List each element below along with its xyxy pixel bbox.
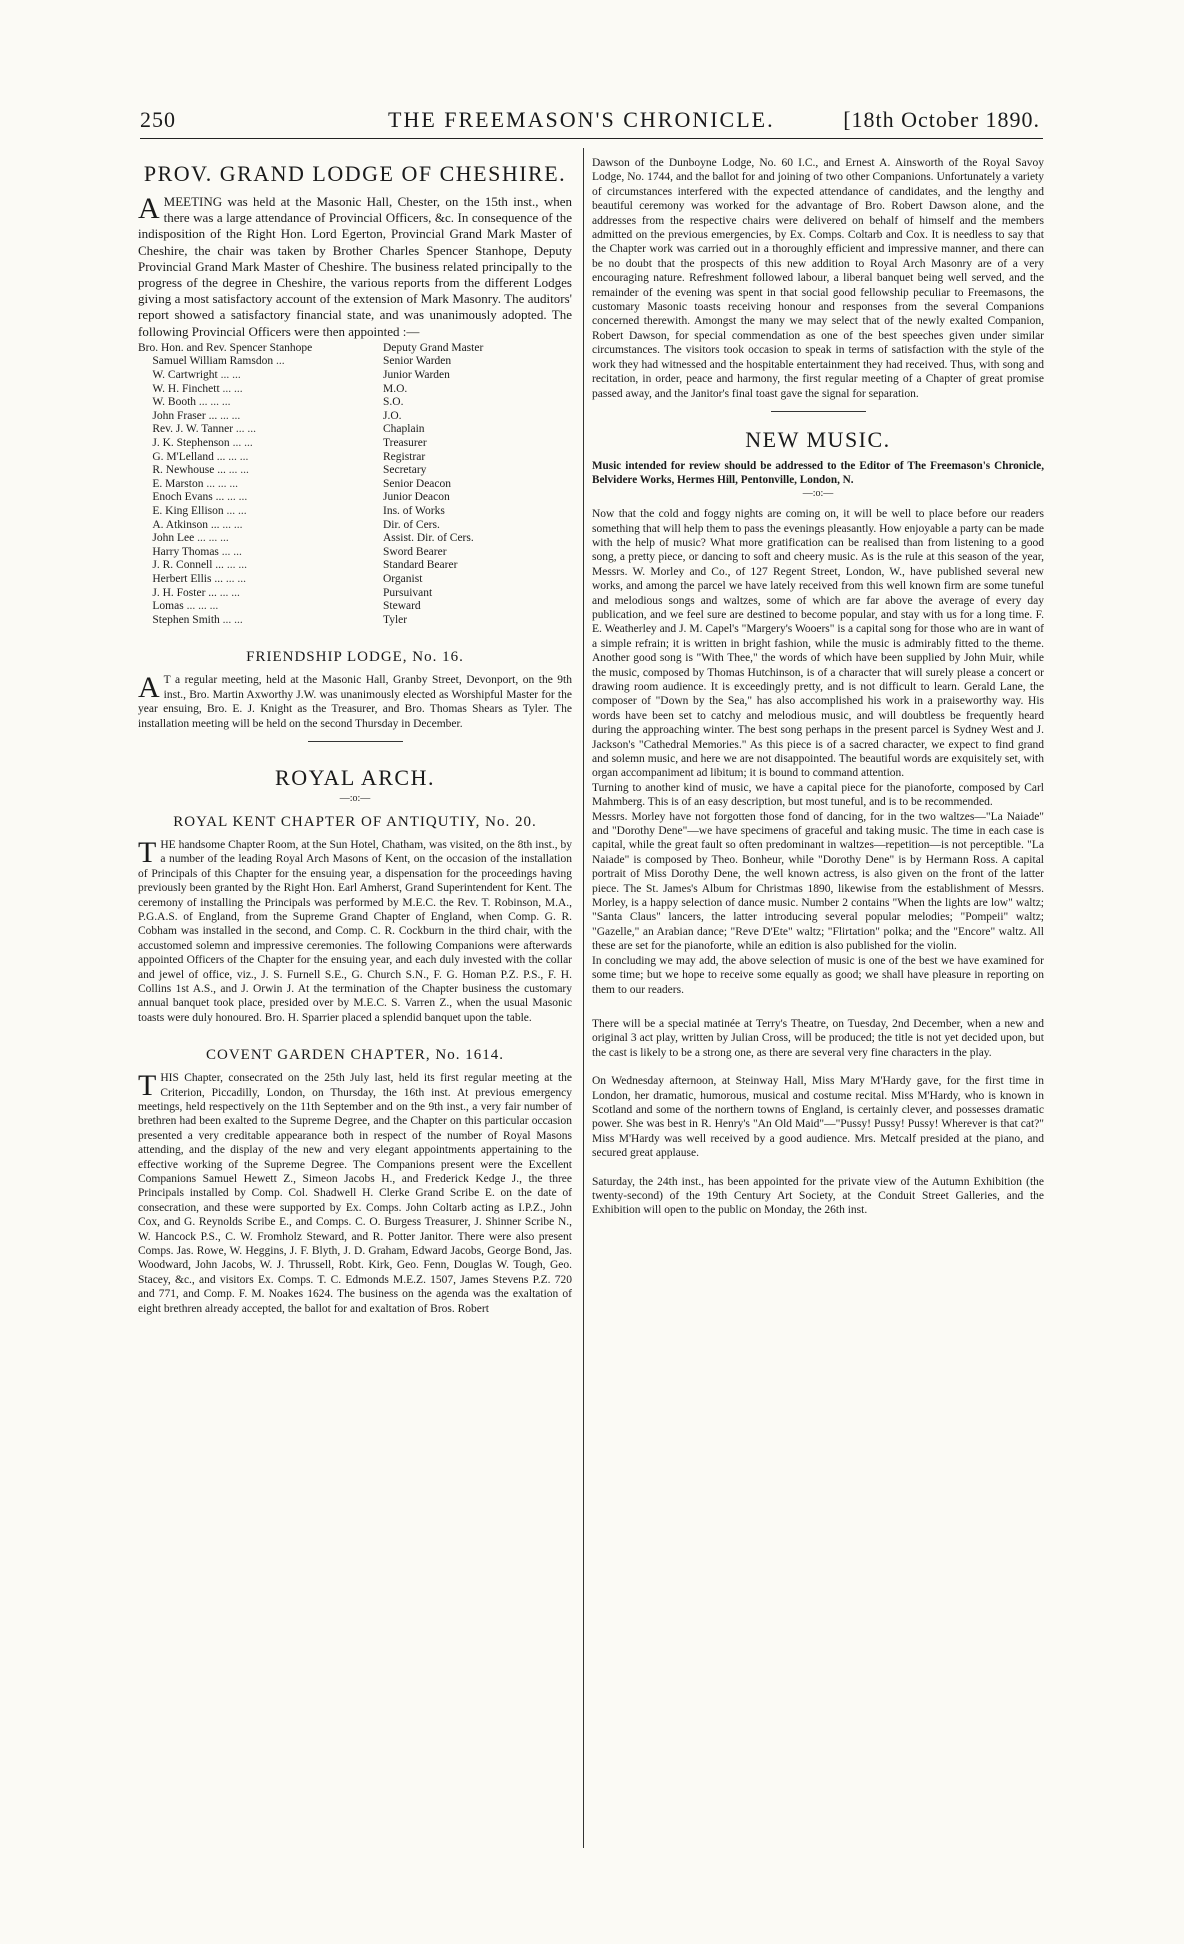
officer-dots: ... ... <box>219 586 240 599</box>
officer-name: Stephen Smith <box>152 613 220 626</box>
friendship-body <box>138 673 572 731</box>
royal-kent-drop-cap: T <box>138 835 157 869</box>
cheshire-text: MEETING was held at the Masonic Hall, Chester, on the 15th inst., when there was a large attendance of Provincial Officers, &c. In consequence of the indisposition of the Right Hon. Lord Egerton, Provincial Grand Mark Master of Cheshire, the chair was taken by Brother Charles Spencer Stanhope, Deputy Provincial Grand Mark Master of Cheshire. The business related principally to the progress of the degree in Cheshire, the various reports from the different Lodges giving a most satisfactory account of the extension of Mark Masonry. The auditors' report showed a satisfactory financial state, and was unanimously adopted. The following Provincial Officers were then appointed :— <box>138 194 572 339</box>
officer-dots: ... ... <box>225 572 246 585</box>
section-divider <box>308 741 403 742</box>
officer-row <box>138 423 572 437</box>
officer-office: Ins. of Works <box>383 504 445 517</box>
new-music-heading: NEW MUSIC. <box>745 426 891 452</box>
officer-name: W. H. Finchett <box>152 382 220 395</box>
officer-row <box>138 491 572 505</box>
officer-name: Samuel William Ramsdon <box>152 355 274 368</box>
covent-garden-continued: Dawson of the Dunboyne Lodge, No. 60 I.C., and Ernest A. Ainsworth of the Royal Savoy Lodge, No. 1744, and the ballot for and joining of two other Companions. Unfortunately a variety of circumstances interfered with the expected attendance of candidates, and the lengthy and beautiful ceremony was worked for the advantage of Bro. Robert Dawson alone, and the addresses from the respective chairs were delivered on behalf of himself and the members admitted on the previous emergencies, by Ex. Comps. Coltarb and Cox. It is needless to say that the Chapter work was carried out in a thoroughly efficient and impressive manner, and there can be no doubt that the prospects of this new addition to Royal Arch Masonry are of a very encouraging nature. Refreshment followed labour, a liberal banquet being well served, and the remainder of the evening was spent in that social good fellowship peculiar to Freemasons, the customary Masonic toasts receiving honour and responses from the several Companions concerned therewith. Amongst the many we may select that of the newly exalted Companion, Robert Dawson, for special commendation as one of the best speeches given under similar circumstances. The visitors took occasion to speak in terms of satisfaction with the style of the work they had witnessed and the hospitable entertainment they had received. Thus, with song and recitation, in order, peace and harmony, the first regular meeting of a Chapter of great promise passed away, and the Janitor's final toast gave the signal for separation. <box>592 157 1044 400</box>
officer-name: J. R. Connell ... <box>152 559 224 572</box>
officer-office: Assist. Dir. of Cers. <box>383 532 474 545</box>
officer-name: A. Atkinson ... <box>152 518 220 531</box>
officer-office: Standard Bearer <box>383 559 458 572</box>
officer-name: E. Marston <box>152 477 204 490</box>
officer-office: Treasurer <box>383 436 427 449</box>
officer-dots: ... ... <box>227 491 248 504</box>
officer-dots: ... ... ... <box>206 477 238 490</box>
officer-row <box>138 342 572 356</box>
covent-garden-drop-cap: T <box>138 1069 157 1103</box>
officer-dots: ... ... <box>226 559 247 572</box>
officer-office: Pursuivant <box>383 586 433 599</box>
officer-dots: ... ... <box>222 613 243 626</box>
officer-office: Senior Deacon <box>383 477 452 490</box>
officers-list <box>138 342 572 627</box>
column-rule <box>583 148 584 1848</box>
officer-dots: ... ... <box>226 504 247 517</box>
officer-row <box>138 505 572 519</box>
officer-dots: ... ... <box>222 382 243 395</box>
exhibition-notice: Saturday, the 24th inst., has been appointed for the private view of the Autumn Exhibition (the twenty-second) of the 19th Century Art Society, at the Conduit Street Galleries, and the Exhibition will open to the public on Monday, the 26th inst. <box>592 1175 1044 1217</box>
officer-dots: ... ... <box>220 369 241 382</box>
officer-name: Harry Thomas <box>152 545 219 558</box>
friendship-text: T a regular meeting, held at the Masonic Hall, Granby Street, Devonport, on the 9th inst., Bro. Martin Axworthy J.W. was unanimously elected as Worshipful Master for the year ensuing, Bro. E. J. Knight as the Treasurer, and Bro. Thomas Shears as Tyler. The installation meeting will be held on the second Thursday in December. <box>138 674 572 730</box>
officer-row <box>138 437 572 451</box>
officer-row <box>138 614 572 628</box>
issue-date: [18th October 1890. <box>843 107 1040 132</box>
officer-name: Herbert Ellis ... <box>152 572 223 585</box>
officer-office: J.O. <box>383 409 402 422</box>
publication-title: THE FREEMASON'S CHRONICLE. <box>388 107 775 132</box>
officer-name: G. M'Lelland ... <box>152 450 226 463</box>
royal-kent-body <box>138 835 572 1025</box>
officer-name: J. H. Foster ... <box>152 586 217 599</box>
officer-row <box>138 519 572 533</box>
officer-office: Junior Deacon <box>383 491 450 504</box>
officer-dots: ... ... <box>232 436 253 449</box>
officer-name: R. Newhouse ... <box>152 464 226 477</box>
officer-dots: ... ... <box>222 518 243 531</box>
ornament: —:o:— <box>339 792 371 804</box>
music-para-4: In concluding we may add, the above selection of music is one of the best we have examined for some time; but we hope to receive some equally as good; we shall have pleasure in reporting on them to our readers. <box>592 954 1044 996</box>
music-para-2: Turning to another kind of music, we have a capital piece for the pianoforte, composed by Carl Mahmberg. This is of an easy description, but most tuneful, and is to be recommended. <box>592 781 1044 809</box>
terry-notice: There will be a special matinée at Terry's Theatre, on Tuesday, 2nd December, when a new and original 3 act play, written by Julian Cross, will be produced; the title is not yet decided upon, but the cast is likely to be a strong one, as there are several very fine characters in the play. <box>592 1017 1044 1059</box>
officer-name: John Fraser ... <box>152 409 218 422</box>
covent-garden-text: HIS Chapter, consecrated on the 25th July last, held its first regular meeting at the Criterion, Piccadilly, London, on Thursday, the 16th inst. At previous emergency meetings, held respectively on the 11th September and on the 9th inst., a very fair number of brethren had been exalted to the Supreme Degree, and the Chapter on this particular occasion presented a very creditable appearance both in respect of the number of Royal Masons attending, and the display of the new and very elegant appointments appertaining to the effective working of the Supreme Degree. The Companions present were the Excellent Companions Samuel Hewett Z., Simeon Jacobs H., and Frederick Kedge J., the three Principals installed by Comp. Col. Shadwell H. Clerke Grand Scribe E. on the date of consecration, and these were supported by Ex. Comps. John Coltarb acting as I.P.Z., John Cox, and G. Reynolds Scribe E., and Comps. C. O. Burgess Treasurer, J. Shinner Scribe N., W. Hancock P.S., C. W. Fromholz Steward, and R. Potter Janitor. There were also present Comps. Jas. Rowe, W. Heggins, J. F. Blyth, J. D. Graham, Edward Jacobs, George Bond, Jas. Woodward, John Jacobs, W. J. Thrussell, Robt. Kirk, Geo. Fenn, Douglas W. Tough, Geo. Stacey, &c., and visitors Ex. Comps. T. C. Edmonds M.E.Z. 1507, James Stevens P.Z. 720 and 771, and Comp. F. M. Noakes 1624. The business on the agenda was the exaltation of eight brethren already accepted, the ballot for and exaltation of Bros. Robert <box>138 1072 572 1315</box>
officer-office: Sword Bearer <box>383 545 447 558</box>
left-column <box>138 150 572 1840</box>
officer-name: J. K. Stephenson <box>152 436 230 449</box>
officer-office: M.O. <box>383 382 408 395</box>
officer-name: W. Booth <box>152 396 197 409</box>
ornament: —:o:— <box>802 488 834 500</box>
royal-kent-text: HE handsome Chapter Room, at the Sun Hotel, Chatham, was visited, on the 8th inst., by a number of the leading Royal Arch Masons of Kent, on the occasion of the installation of Principals of this Chapter for the ensuing year, a dispensation for the proceedings having previously been granted by the Right Hon. Earl Amherst, Grand Superintendent for Kent. The ceremony of installing the Principals was performed by M.E.C. the Rev. T. Robinson, M.A., P.G.A.S. of England, from the Supreme Grand Chapter of England, when Comp. G. R. Cobham was installed in the second, and Comp. C. R. Cockburn in the third chair, with the accustomed solemn and impressive ceremonies. The following Companions were afterwards appointed Officers of the Chapter for the ensuing year, and each duly invested with the collar and jewel of office, viz., J. S. Furnell S.E., G. Church S.N., F. G. Homan P.Z. P.S., F. H. Collins 1st A.S., and J. Orwin J. At the termination of the Chapter business the customary annual banquet took place, presided over by M.E.C. S. Varren Z., when the usual Masonic toasts were duly honoured. Bro. H. Sparrier placed a splendid banquet upon the table. <box>138 838 572 1024</box>
officer-dots: ... ... ... <box>197 532 229 545</box>
officer-dots: ... ... <box>228 464 249 477</box>
officer-row <box>138 451 572 465</box>
officer-office: Registrar <box>383 450 426 463</box>
officer-row <box>138 573 572 587</box>
music-para-1: Now that the cold and foggy nights are coming on, it will be well to place before our readers something that will help them to pass the evenings pleasantly. How enjoyable a party can be made with the help of music? What more gratification can be realised than from listening to a good song, a pretty piece, or dancing to soft and cheery music. As is the rule at this season of the year, Messrs. W. Morley and Co., of 127 Regent Street, London, W., have published several new works, and among the parcel we have lately received from this well known firm are some tuneful and melodious songs and waltzes, some of which are far above the average of every day publication, and we feel sure are destined to become popular, and stay with us for a long time. F. E. Weatherley and J. M. Capel's "Margery's Wooers" is a capital song for those who are in want of a simple refrain; it is written in bright fashion, while the music is admirably fitted to the theme. Another good song is "With Thee," the words of which have been supplied by John Muir, while the music, composed by Thomas Hutchinson, is of a character that will surely please a concert or drawing room audience. It is exceedingly pretty, and is not difficult to learn. Gerald Lane, the composer of "Down by the Sea," has also accomplished his work in a praiseworthy way. His words have been set to catchy and melodious music, and will doubtless be frequently heard during the approaching winter. The best song perhaps in the present parcel is Sydney West and J. Jackson's "Cathedral Memories." As this piece is of a sacred character, we expect to find grand and solemn music, and here we are not disappointed. The beautiful words are exquisitely set, with organ accompaniment ad libitum; it is bound to command attention. <box>592 508 1044 780</box>
officer-row <box>138 532 572 546</box>
cheshire-drop-cap: A <box>138 192 160 225</box>
officer-name: E. King Ellison <box>152 504 224 517</box>
officer-name: Bro. Hon. and Rev. Spencer Stanhope <box>138 341 313 354</box>
friendship-heading: FRIENDSHIP LODGE, No. 16. <box>246 649 464 666</box>
officer-dots: ... <box>275 355 285 368</box>
officer-row <box>138 464 572 478</box>
officer-name: W. Cartwright <box>152 369 218 382</box>
friendship-drop-cap: A <box>138 671 160 705</box>
officer-row <box>138 396 572 410</box>
page-number: 250 <box>140 107 176 132</box>
officer-office: Chaplain <box>383 423 425 436</box>
officer-name: Enoch Evans ... <box>152 491 225 504</box>
officer-row <box>138 478 572 492</box>
officer-office: Deputy Grand Master <box>383 341 484 354</box>
officer-row <box>138 559 572 573</box>
officer-dots: ... ... ... <box>198 396 231 409</box>
officer-office: Dir. of Cers. <box>383 518 440 531</box>
officer-row <box>138 383 572 397</box>
officer-name: Lomas <box>152 600 184 613</box>
officer-row <box>138 600 572 614</box>
cheshire-body <box>138 194 572 340</box>
officer-office: S.O. <box>383 396 404 409</box>
right-column <box>592 150 1044 1880</box>
music-para-3: Messrs. Morley have not forgotten those fond of dancing, for in the two waltzes—"La Naiade" and "Dorothy Dene"—we have specimens of graceful and taking music. The time in each case is capital, while the great fault so often predominant in waltzes—repetition—is not perceptible. "La Naiade" is composed by Theo. Bonheur, while "Dorothy Dene" is by Hermann Ross. A capital portrait of Miss Dorothy Dene, the well known actress, is also given on the front of the latter piece. The St. James's Album for Christmas 1890, likewise from the establishment of Messrs. Morley, is a happy selection of dance music. Number 2 contains "When the lights are low" waltz; "Santa Claus" lancers, the latter introducing several popular melodies; "Pompeii" waltz; "Gazelle," an Arabian dance; "Reve D'Ete" waltz; "Flirtation" polka; and the "Encore" waltz. All these are set for the pianoforte, while an edition is also published for the violin. <box>592 810 1044 953</box>
royal-arch-heading: ROYAL ARCH. <box>275 764 435 790</box>
officer-office: Steward <box>383 600 421 613</box>
officer-office: Secretary <box>383 464 427 477</box>
officer-name: Rev. J. W. Tanner <box>152 423 234 436</box>
covent-garden-body <box>138 1071 572 1316</box>
header-rule <box>140 138 1043 139</box>
officer-office: Organist <box>383 572 423 585</box>
running-header <box>140 107 1040 141</box>
steinway-notice: On Wednesday afternoon, at Steinway Hall, Miss Mary M'Hardy gave, for the first time in London, her dramatic, humorous, musical and costume recital. Miss M'Hardy, who is known in Scotland and some of the northern towns of England, is certainly clever, and possesses dramatic power. She was best in R. Henry's "An Old Maid"—"Pussy! Pussy! Pussy! Wherever is that cat?" Miss M'Hardy was well received by a good audience. Mrs. Metcalf presided at the piano, and secured great applause. <box>592 1075 1044 1160</box>
officer-dots: ... ... <box>221 545 242 558</box>
officer-row <box>138 546 572 560</box>
officer-dots: ... ... ... <box>186 600 219 613</box>
editor-note: Music intended for review should be addressed to the Editor of The Freemason's Chronicle, Belvidere Works, Hermes Hill, Pentonville, London, N. <box>592 459 1044 486</box>
covent-garden-heading: COVENT GARDEN CHAPTER, No. 1614. <box>206 1047 504 1064</box>
cheshire-heading: PROV. GRAND LODGE OF CHESHIRE. <box>143 161 567 186</box>
officer-dots: ... ... <box>235 423 257 436</box>
officer-dots: ... ... <box>220 409 241 422</box>
officer-row <box>138 587 572 601</box>
officer-row <box>138 355 572 369</box>
section-divider <box>771 411 866 412</box>
officer-name: John Lee <box>152 532 195 545</box>
officer-row <box>138 369 572 383</box>
royal-kent-heading: ROYAL KENT CHAPTER OF ANTIQUTIY, No. 20. <box>173 813 537 830</box>
officer-dots: ... ... <box>228 450 249 463</box>
officer-row <box>138 410 572 424</box>
officer-office: Senior Warden <box>383 355 452 368</box>
officer-office: Tyler <box>383 613 408 626</box>
officer-office: Junior Warden <box>383 369 450 382</box>
